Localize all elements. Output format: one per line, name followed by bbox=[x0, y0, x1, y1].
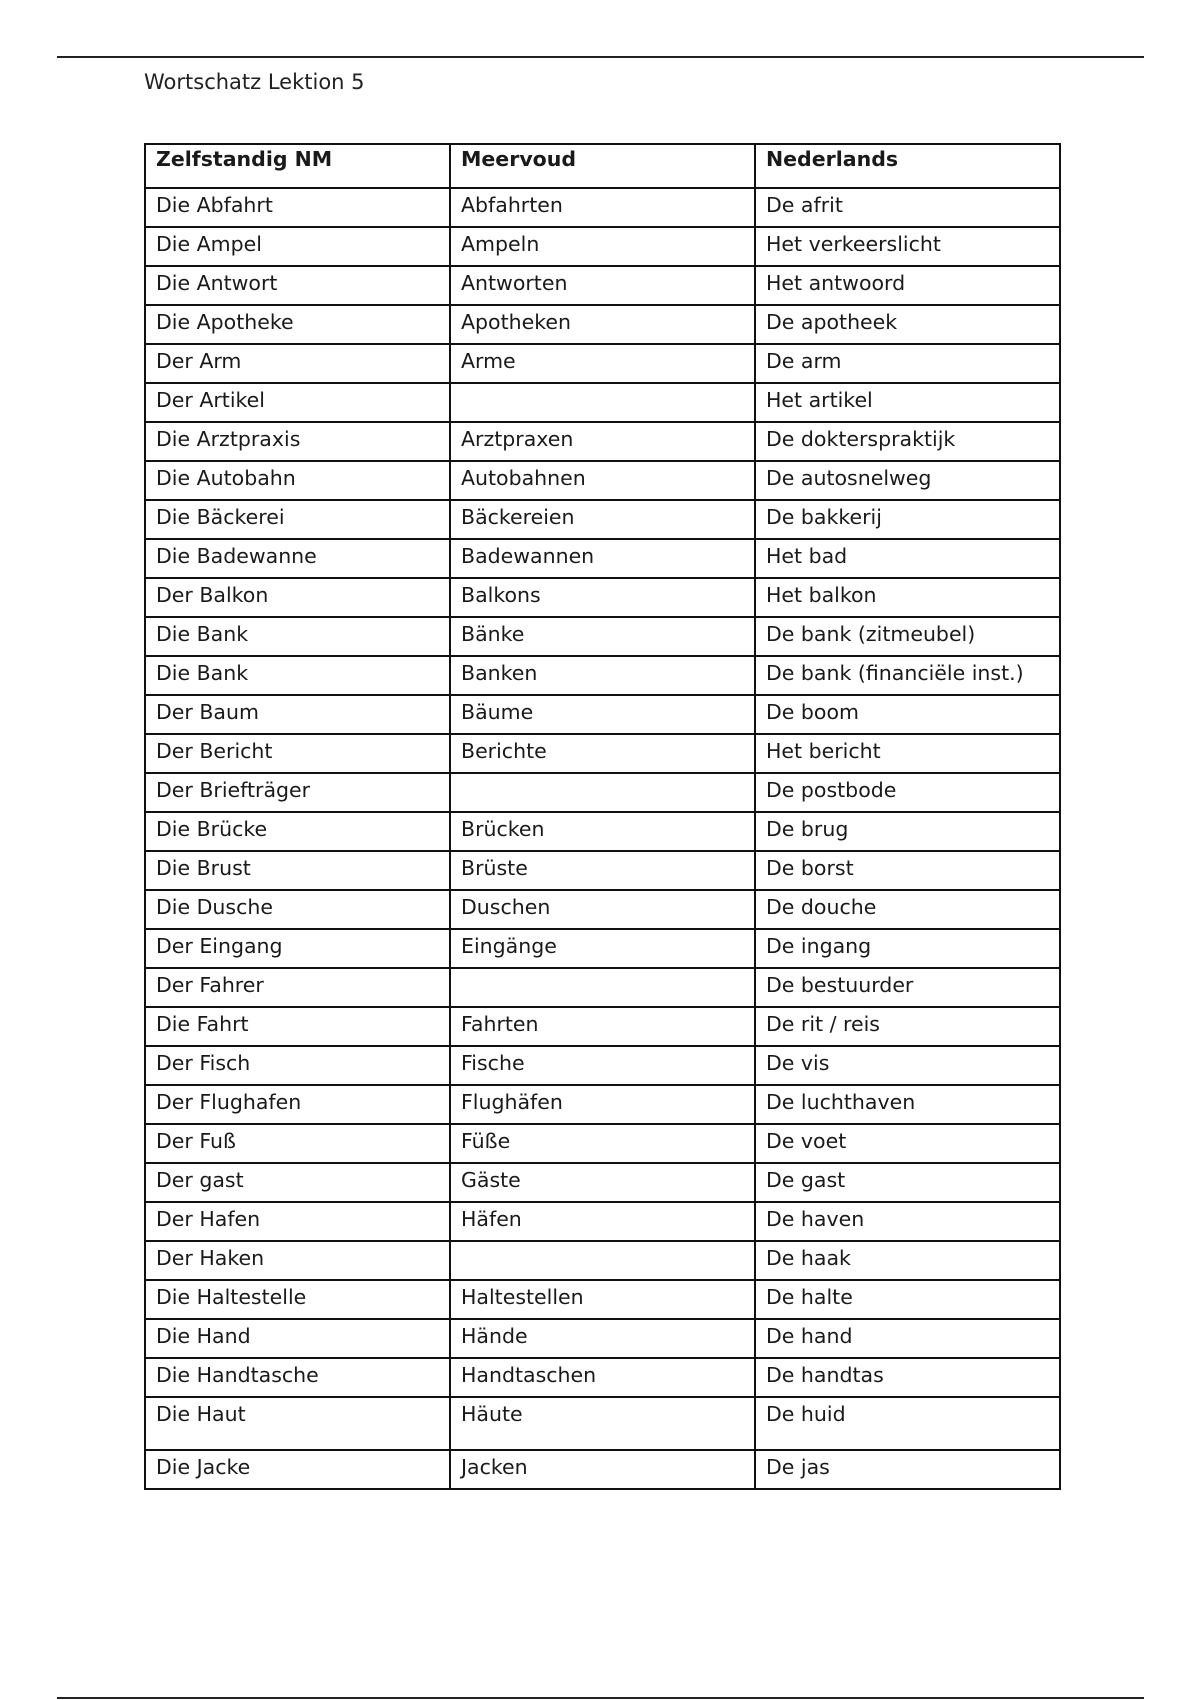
cell-noun: Der Hafen bbox=[145, 1202, 450, 1241]
table-row bbox=[145, 1124, 1060, 1163]
table-row bbox=[145, 734, 1060, 773]
cell-dutch: Het balkon bbox=[755, 578, 1060, 617]
cell-plural: Gäste bbox=[450, 1163, 755, 1202]
cell-plural: Füße bbox=[450, 1124, 755, 1163]
cell-noun: Der Briefträger bbox=[145, 773, 450, 812]
cell-plural: Arztpraxen bbox=[450, 422, 755, 461]
cell-noun: Die Autobahn bbox=[145, 461, 450, 500]
cell-noun: Der Bericht bbox=[145, 734, 450, 773]
table-row bbox=[145, 617, 1060, 656]
cell-dutch: De afrit bbox=[755, 188, 1060, 227]
table-row bbox=[145, 227, 1060, 266]
table-row bbox=[145, 1397, 1060, 1450]
cell-noun: Die Bäckerei bbox=[145, 500, 450, 539]
cell-noun: Der Flughafen bbox=[145, 1085, 450, 1124]
cell-dutch: De dokterspraktijk bbox=[755, 422, 1060, 461]
cell-plural: Bäckereien bbox=[450, 500, 755, 539]
cell-plural: Bäume bbox=[450, 695, 755, 734]
cell-plural bbox=[450, 968, 755, 1007]
table-header-row bbox=[145, 144, 1060, 188]
cell-noun: Die Brust bbox=[145, 851, 450, 890]
cell-plural: Antworten bbox=[450, 266, 755, 305]
cell-noun: Die Brücke bbox=[145, 812, 450, 851]
cell-noun: Die Ampel bbox=[145, 227, 450, 266]
cell-noun: Der Fahrer bbox=[145, 968, 450, 1007]
cell-plural: Handtaschen bbox=[450, 1358, 755, 1397]
cell-noun: Der Balkon bbox=[145, 578, 450, 617]
cell-noun: Der Fisch bbox=[145, 1046, 450, 1085]
cell-plural: Abfahrten bbox=[450, 188, 755, 227]
header-noun: Zelfstandig NM bbox=[145, 144, 450, 188]
cell-plural bbox=[450, 1241, 755, 1280]
table-row bbox=[145, 188, 1060, 227]
cell-noun: Die Badewanne bbox=[145, 539, 450, 578]
top-rule bbox=[57, 56, 1144, 58]
cell-dutch: Het bad bbox=[755, 539, 1060, 578]
cell-dutch: De bakkerij bbox=[755, 500, 1060, 539]
cell-noun: Die Arztpraxis bbox=[145, 422, 450, 461]
cell-noun: Die Bank bbox=[145, 617, 450, 656]
cell-noun: Die Fahrt bbox=[145, 1007, 450, 1046]
cell-dutch: De bank (zitmeubel) bbox=[755, 617, 1060, 656]
table-row bbox=[145, 695, 1060, 734]
cell-dutch: Het bericht bbox=[755, 734, 1060, 773]
cell-dutch: De hand bbox=[755, 1319, 1060, 1358]
cell-plural: Flughäfen bbox=[450, 1085, 755, 1124]
cell-dutch: De handtas bbox=[755, 1358, 1060, 1397]
table-row bbox=[145, 812, 1060, 851]
cell-noun: Der Fuß bbox=[145, 1124, 450, 1163]
cell-plural: Berichte bbox=[450, 734, 755, 773]
cell-plural: Brücken bbox=[450, 812, 755, 851]
cell-dutch: De ingang bbox=[755, 929, 1060, 968]
cell-plural: Häfen bbox=[450, 1202, 755, 1241]
cell-plural: Brüste bbox=[450, 851, 755, 890]
cell-dutch: De douche bbox=[755, 890, 1060, 929]
cell-noun: Die Haltestelle bbox=[145, 1280, 450, 1319]
table-row bbox=[145, 461, 1060, 500]
bottom-rule bbox=[57, 1697, 1144, 1699]
cell-dutch: De rit / reis bbox=[755, 1007, 1060, 1046]
cell-noun: Die Apotheke bbox=[145, 305, 450, 344]
cell-dutch: De haven bbox=[755, 1202, 1060, 1241]
cell-dutch: Het verkeerslicht bbox=[755, 227, 1060, 266]
table-row bbox=[145, 1007, 1060, 1046]
table-row bbox=[145, 890, 1060, 929]
table-row bbox=[145, 500, 1060, 539]
table-row bbox=[145, 929, 1060, 968]
cell-plural: Fahrten bbox=[450, 1007, 755, 1046]
cell-plural: Badewannen bbox=[450, 539, 755, 578]
cell-noun: Der Haken bbox=[145, 1241, 450, 1280]
cell-dutch: De autosnelweg bbox=[755, 461, 1060, 500]
cell-plural: Häute bbox=[450, 1397, 755, 1450]
table-row bbox=[145, 656, 1060, 695]
page-title: Wortschatz Lektion 5 bbox=[144, 70, 365, 94]
table-row bbox=[145, 1358, 1060, 1397]
cell-plural: Banken bbox=[450, 656, 755, 695]
cell-dutch: De vis bbox=[755, 1046, 1060, 1085]
cell-noun: Der Baum bbox=[145, 695, 450, 734]
cell-dutch: Het antwoord bbox=[755, 266, 1060, 305]
cell-noun: Der gast bbox=[145, 1163, 450, 1202]
cell-noun: Die Bank bbox=[145, 656, 450, 695]
cell-dutch: De apotheek bbox=[755, 305, 1060, 344]
cell-plural: Eingänge bbox=[450, 929, 755, 968]
vocabulary-table bbox=[144, 143, 1061, 1490]
cell-dutch: De borst bbox=[755, 851, 1060, 890]
cell-noun: Die Hand bbox=[145, 1319, 450, 1358]
cell-noun: Die Antwort bbox=[145, 266, 450, 305]
cell-dutch: De jas bbox=[755, 1450, 1060, 1489]
cell-dutch: De bank (financiële inst.) bbox=[755, 656, 1060, 695]
cell-plural: Hände bbox=[450, 1319, 755, 1358]
table-row bbox=[145, 851, 1060, 890]
cell-plural: Ampeln bbox=[450, 227, 755, 266]
table-row bbox=[145, 1202, 1060, 1241]
cell-plural bbox=[450, 773, 755, 812]
table-row bbox=[145, 1163, 1060, 1202]
cell-dutch: De bestuurder bbox=[755, 968, 1060, 1007]
cell-plural: Arme bbox=[450, 344, 755, 383]
table-row bbox=[145, 773, 1060, 812]
cell-dutch: Het artikel bbox=[755, 383, 1060, 422]
cell-dutch: De luchthaven bbox=[755, 1085, 1060, 1124]
table-row bbox=[145, 1280, 1060, 1319]
cell-noun: Der Artikel bbox=[145, 383, 450, 422]
cell-dutch: De voet bbox=[755, 1124, 1060, 1163]
header-plural: Meervoud bbox=[450, 144, 755, 188]
cell-dutch: De huid bbox=[755, 1397, 1060, 1450]
table-row bbox=[145, 1450, 1060, 1489]
table-row bbox=[145, 539, 1060, 578]
cell-noun: Die Haut bbox=[145, 1397, 450, 1450]
cell-plural: Jacken bbox=[450, 1450, 755, 1489]
cell-plural: Fische bbox=[450, 1046, 755, 1085]
cell-plural: Apotheken bbox=[450, 305, 755, 344]
table-row bbox=[145, 578, 1060, 617]
table-row bbox=[145, 968, 1060, 1007]
cell-noun: Die Dusche bbox=[145, 890, 450, 929]
table-row bbox=[145, 422, 1060, 461]
table-row bbox=[145, 1241, 1060, 1280]
cell-noun: Der Arm bbox=[145, 344, 450, 383]
cell-dutch: De gast bbox=[755, 1163, 1060, 1202]
header-dutch: Nederlands bbox=[755, 144, 1060, 188]
cell-dutch: De arm bbox=[755, 344, 1060, 383]
cell-plural: Duschen bbox=[450, 890, 755, 929]
cell-plural: Autobahnen bbox=[450, 461, 755, 500]
cell-dutch: De boom bbox=[755, 695, 1060, 734]
cell-dutch: De haak bbox=[755, 1241, 1060, 1280]
cell-dutch: De halte bbox=[755, 1280, 1060, 1319]
cell-noun: Die Jacke bbox=[145, 1450, 450, 1489]
cell-plural: Balkons bbox=[450, 578, 755, 617]
table-row bbox=[145, 1046, 1060, 1085]
cell-noun: Der Eingang bbox=[145, 929, 450, 968]
cell-plural: Haltestellen bbox=[450, 1280, 755, 1319]
cell-noun: Die Abfahrt bbox=[145, 188, 450, 227]
table-row bbox=[145, 266, 1060, 305]
table-row bbox=[145, 383, 1060, 422]
cell-dutch: De postbode bbox=[755, 773, 1060, 812]
table-row bbox=[145, 344, 1060, 383]
cell-plural bbox=[450, 383, 755, 422]
cell-noun: Die Handtasche bbox=[145, 1358, 450, 1397]
table-row bbox=[145, 305, 1060, 344]
cell-plural: Bänke bbox=[450, 617, 755, 656]
table-row bbox=[145, 1085, 1060, 1124]
cell-dutch: De brug bbox=[755, 812, 1060, 851]
table-row bbox=[145, 1319, 1060, 1358]
